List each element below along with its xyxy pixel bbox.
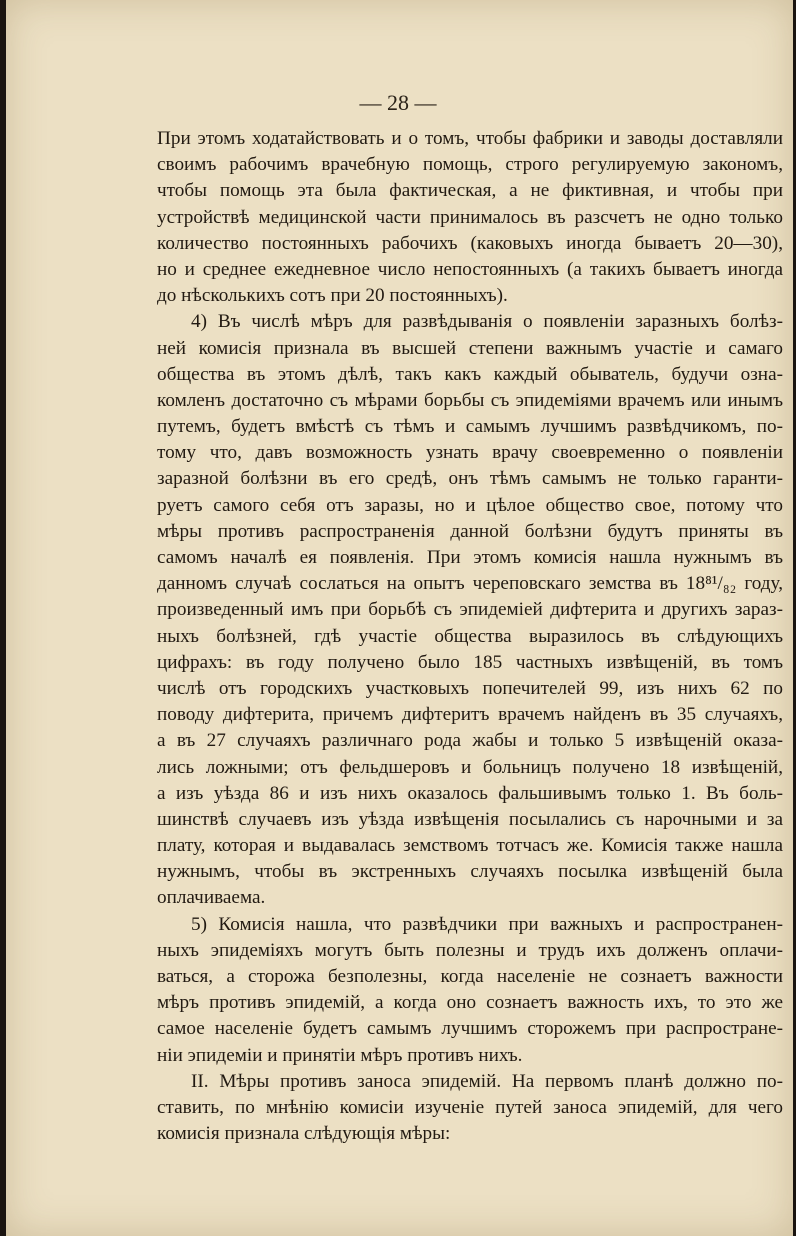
text-line: 5) Комисія нашла, что развѣдчики при важныхъ и распространен-: [191, 913, 783, 935]
text-line: самое населеніе будетъ самымъ лучшимъ сторожемъ при распростране-: [157, 1018, 783, 1040]
text-line: произведенный имъ при борьбѣ съ эпидеміей дифтерита и другихъ зараз-: [157, 599, 783, 621]
text-line: ныхъ болѣзней, гдѣ участіе общества выразилось въ слѣдующихъ: [157, 625, 783, 647]
text-line: числѣ отъ городскихъ участковыхъ попечителей 99, изъ нихъ 62 по: [157, 677, 783, 699]
text-line: При этомъ ходатайствовать и о томъ, чтобы фабрики и заводы доставляли: [157, 128, 783, 149]
text-line: ваться, а сторожа безполезны, когда населеніе не сознаетъ важности: [157, 966, 783, 987]
text-line: плату, которая и выдавалась земствомъ тотчасъ же. Комисія также нашла: [157, 835, 783, 857]
text-line: лись ложными; отъ фельдшеровъ и больницъ получено 18 извѣщеній,: [157, 756, 783, 778]
text-line: тому что, давъ возможность узнать врачу своевременно о появленіи: [157, 442, 783, 464]
text-line: руетъ самого себя отъ заразы, но и цѣлое общество свое, потому что: [157, 494, 783, 516]
text-line: данномъ случаѣ сослаться на опытъ череповскаго земства въ 18⁸¹/₈₂ году,: [157, 573, 783, 595]
text-line: комисія признала слѣдующія мѣры:: [157, 1123, 451, 1145]
text-line: ніи эпидеміи и принятіи мѣръ противъ нихъ.: [157, 1044, 523, 1066]
text-line: ставить, по мнѣнію комисіи изученіе путей заноса эпидемій, для чего: [157, 1096, 783, 1118]
body-text: [157, 126, 783, 1147]
text-line: ней комисія признала въ высшей степени важнымъ участіе и самаго: [157, 337, 783, 359]
text-line: нужнымъ, чтобы въ экстренныхъ случаяхъ посылка извѣщеній была: [157, 861, 783, 883]
text-line: но и среднее ежедневное число непостоянныхъ (а такихъ бываетъ иногда: [157, 258, 783, 280]
text-line: общества въ этомъ дѣлѣ, такъ какъ каждый обыватель, будучи озна-: [157, 363, 783, 385]
text-line: комленъ достаточно съ мѣрами борьбы съ эпидеміями врачемъ или инымъ: [157, 389, 783, 411]
text-line: до нѣсколькихъ сотъ при 20 постоянныхъ).: [157, 285, 508, 307]
page-number: — 28 —: [359, 90, 437, 115]
text-line: количество постоянныхъ рабочихъ (каковыхъ иногда бываетъ 20—30),: [157, 232, 783, 254]
text-line: цифрахъ: въ году получено было 185 частныхъ извѣщеній, въ томъ: [157, 651, 783, 673]
text-line: а въ 27 случаяхъ различнаго рода жабы и только 5 извѣщеній оказа-: [157, 730, 783, 752]
text-line: II. Мѣры противъ заноса эпидемій. На первомъ планѣ должно по-: [191, 1070, 783, 1092]
text-line: оплачиваема.: [157, 887, 266, 909]
text-line: а изъ уѣзда 86 и изъ нихъ оказалось фальшивымъ только 1. Въ боль-: [157, 782, 783, 804]
text-line: поводу дифтерита, причемъ дифтеритъ врачемъ найденъ въ 35 случаяхъ,: [157, 704, 783, 726]
text-line: заразной болѣзни въ его средѣ, онъ тѣмъ самымъ не только гаранти-: [157, 468, 783, 490]
text-line: 4) Въ числѣ мѣръ для развѣдыванія о появленіи заразныхъ болѣз-: [191, 311, 783, 333]
text-line: мѣръ противъ эпидемій, а когда оно сознаетъ важность ихъ, то это же: [157, 992, 783, 1014]
text-line: самомъ началѣ ея появленія. При этомъ комисія нашла нужнымъ въ: [157, 547, 783, 568]
text-line: мѣры противъ распространенія данной болѣзни будутъ приняты въ: [157, 520, 783, 542]
text-line: устройствѣ медицинской части принималось въ разсчетъ не одно только: [157, 206, 783, 228]
text-line: шинствѣ случаевъ изъ уѣзда извѣщенія посылались съ нарочными и за: [157, 808, 783, 830]
text-line: чтобы помощь эта была фактическая, а не фиктивная, и чтобы при: [157, 180, 783, 202]
text-line: своимъ рабочимъ врачебную помощь, строго регулируемую закономъ,: [157, 154, 783, 176]
text-line: путемъ, будетъ вмѣстѣ съ тѣмъ и самымъ лучшимъ развѣдчикомъ, по-: [157, 416, 783, 438]
text-line: ныхъ эпидеміяхъ могутъ быть полезны и трудъ ихъ долженъ оплачи-: [157, 939, 783, 961]
